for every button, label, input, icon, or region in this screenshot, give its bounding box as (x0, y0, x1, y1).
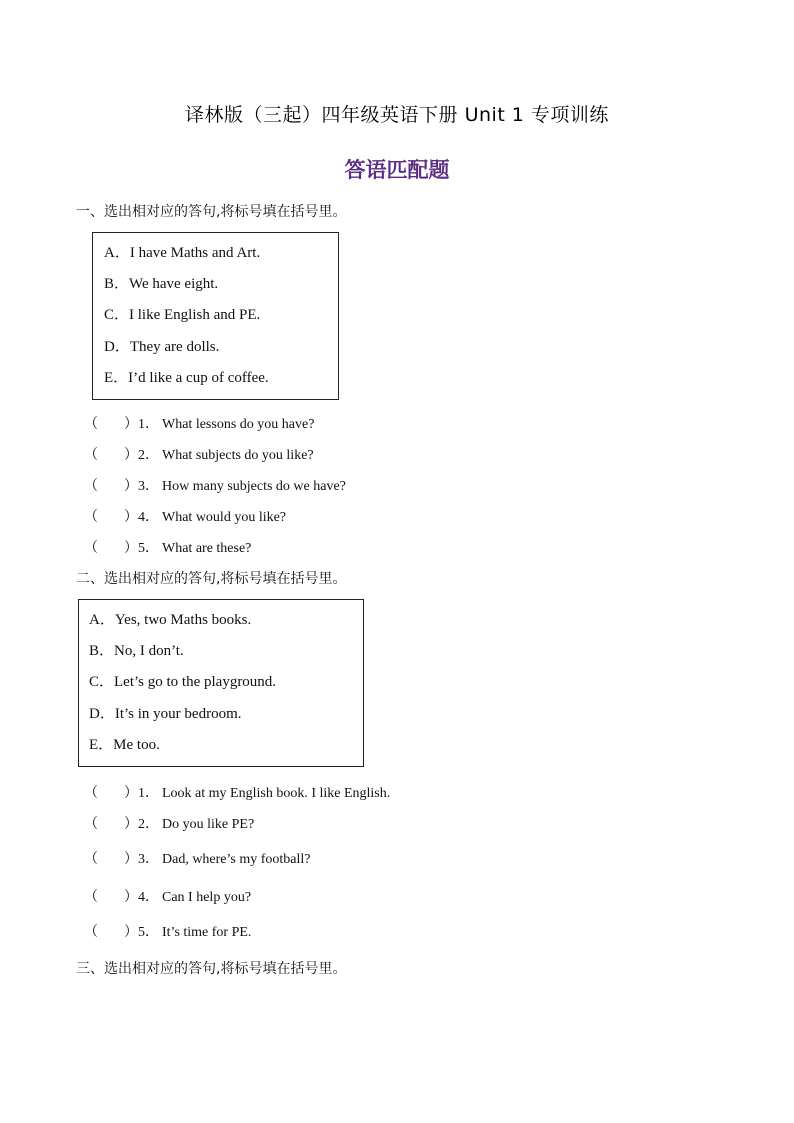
section-2-heading: 二、选出相对应的答句,将标号填在括号里。 (76, 571, 347, 587)
answer-blank-open[interactable]: （ (84, 890, 98, 905)
section-2-option-d: D．It’s in your bedroom. (89, 706, 242, 722)
question-text: Do you like PE? (162, 817, 255, 832)
answer-blank-close: ） (124, 925, 138, 940)
answer-blank-open[interactable]: （ (84, 786, 98, 801)
question-number: 4． (138, 510, 159, 525)
question-number: 3． (138, 479, 159, 494)
answer-blank-close: ） (124, 417, 138, 432)
answer-blank-close: ） (124, 541, 138, 556)
section-2-question-4 (84, 886, 251, 906)
section-2-question-5 (84, 921, 251, 941)
question-number: 5． (138, 541, 159, 556)
answer-blank-open[interactable]: （ (84, 417, 98, 432)
section-2-option-c: C．Let’s go to the playground. (89, 674, 277, 690)
question-text: What lessons do you have? (162, 417, 315, 432)
answer-blank-open[interactable]: （ (84, 448, 98, 463)
section-1-question-1 (84, 413, 314, 433)
question-text: What are these? (162, 541, 252, 556)
section-1-option-a: A．I have Maths and Art. (104, 245, 261, 261)
section-1-option-b: B．We have eight. (104, 276, 219, 292)
question-number: 1． (138, 786, 159, 801)
section-1-question-2 (84, 444, 314, 464)
question-number: 2． (138, 448, 159, 463)
section-2-question-1 (84, 782, 390, 802)
question-number: 4． (138, 890, 159, 905)
section-1-option-c: C．I like English and PE. (104, 307, 261, 323)
answer-blank-open[interactable]: （ (84, 925, 98, 940)
section-1-question-5 (84, 537, 251, 557)
question-text: Dad, where’s my football? (162, 852, 311, 867)
answer-blank-open[interactable]: （ (84, 510, 98, 525)
answer-blank-close: ） (124, 448, 138, 463)
question-number: 1． (138, 417, 159, 432)
section-1-heading: 一、选出相对应的答句,将标号填在括号里。 (76, 204, 347, 220)
question-text: Look at my English book. I like English. (162, 786, 391, 801)
answer-blank-open[interactable]: （ (84, 817, 98, 832)
section-1-option-e: E．I’d like a cup of coffee. (104, 370, 269, 386)
question-text: What subjects do you like? (162, 448, 314, 463)
section-2-options-box (78, 599, 364, 767)
section-1-option-d: D．They are dolls. (104, 339, 220, 355)
answer-blank-close: ） (124, 817, 138, 832)
answer-blank-close: ） (124, 890, 138, 905)
section-2-option-e: E．Me too. (89, 737, 160, 753)
answer-blank-close: ） (124, 786, 138, 801)
section-2-option-a: A．Yes, two Maths books. (89, 612, 252, 628)
section-1-options-box (92, 232, 339, 400)
section-2-option-b: B．No, I don’t. (89, 643, 184, 659)
answer-blank-close: ） (124, 479, 138, 494)
question-text: What would you like? (162, 510, 287, 525)
document-title: 译林版（三起）四年级英语下册 Unit 1 专项训练 (185, 104, 609, 126)
answer-blank-open[interactable]: （ (84, 541, 98, 556)
answer-blank-close: ） (124, 510, 138, 525)
answer-blank-open[interactable]: （ (84, 479, 98, 494)
section-1-question-3 (84, 475, 346, 495)
question-number: 3． (138, 852, 159, 867)
section-2-question-3 (84, 848, 311, 868)
question-number: 2． (138, 817, 159, 832)
section-1-question-4 (84, 506, 286, 526)
question-number: 5． (138, 925, 159, 940)
section-2-question-2 (84, 813, 254, 833)
document-subtitle: 答语匹配题 (344, 158, 450, 182)
section-3-heading: 三、选出相对应的答句,将标号填在括号里。 (76, 961, 347, 977)
answer-blank-open[interactable]: （ (84, 852, 98, 867)
question-text: Can I help you? (162, 890, 252, 905)
question-text: It’s time for PE. (162, 925, 252, 940)
question-text: How many subjects do we have? (162, 479, 346, 494)
answer-blank-close: ） (124, 852, 138, 867)
